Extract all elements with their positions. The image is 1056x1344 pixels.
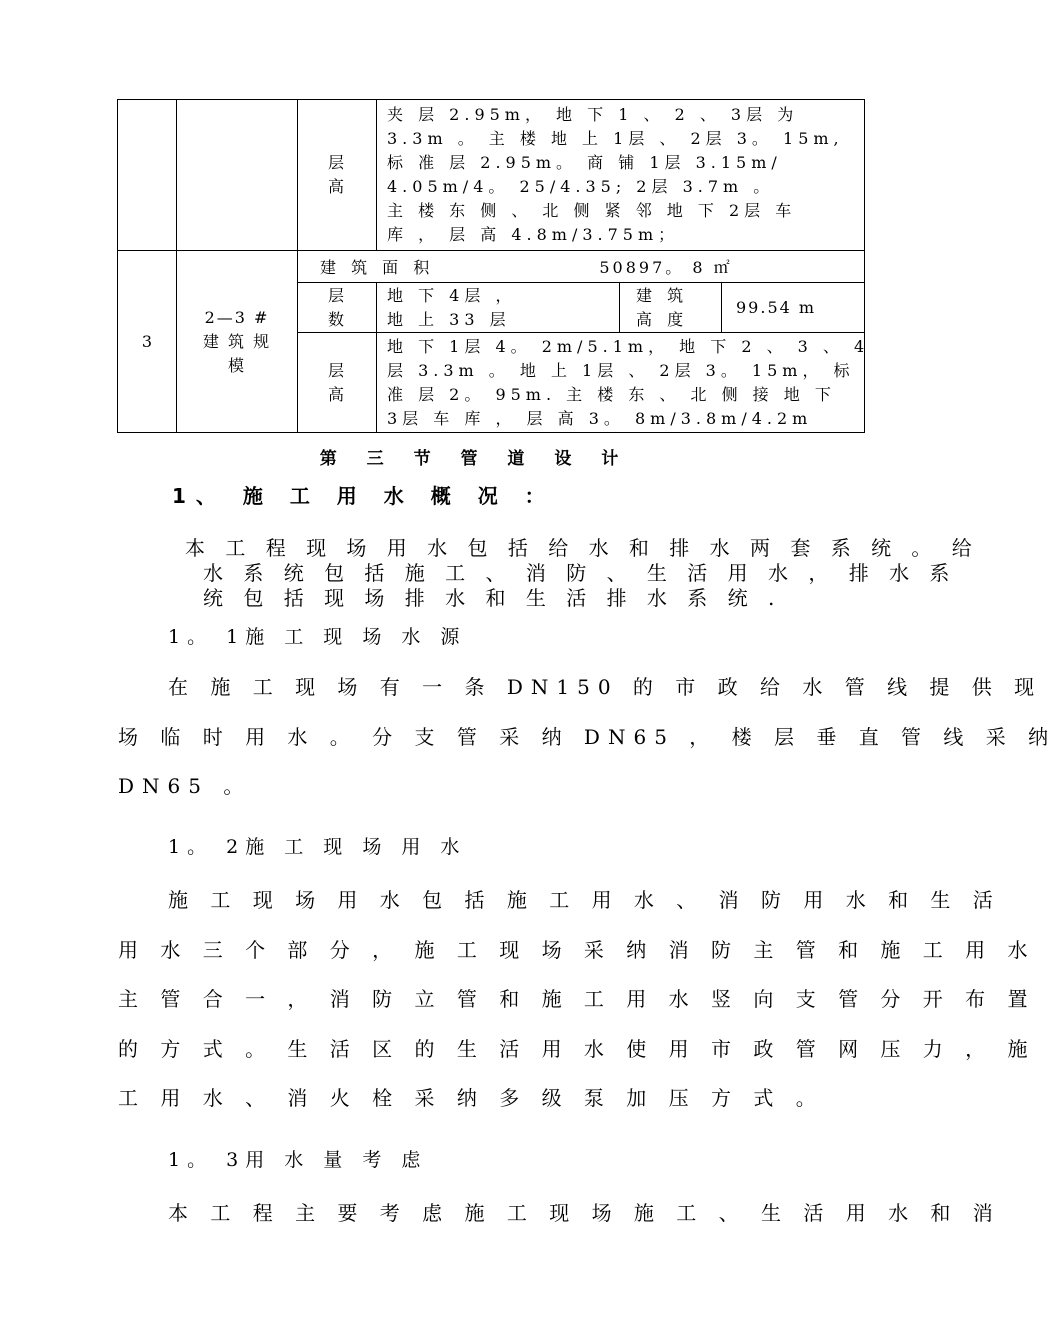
paragraph-water-demand: 本 工 程 主 要 考 虑 施 工 现 场 施 工 、 生 活 用 水 和 消 [168,1201,1001,1225]
subheading-water-source: 1。 1施 工 现 场 水 源 [168,626,467,648]
row-index: 3 [118,251,177,433]
building-height-label: 建 筑 高 度 [620,283,722,333]
section-title: 第 三 节 管 道 设 计 [319,449,631,469]
heading-water-overview: 1、 施 工 用 水 概 况 ： [172,484,555,508]
floors-label: 层 数 [298,283,377,333]
paragraph-site-water: 施 工 现 场 用 水 包 括 施 工 用 水 、 消 防 用 水 和 生 活 用 水 三 个 部 分 ， 施 工 现 场 采 纳 消 防 主 管 和 施 工 用 水 主 管 合 一 ， 消 防 立 管 和 施 工 用 水 竖 向 支 管 分 开 布 置 的 方 式 。 生 活 区 的 生 活 用 水 使 用 市 政 管 网 压 力 ， 施 工 用 水 、 消 火 栓 采 纳 多 级 泵 加 压 方 式 。 [118,888,1036,1110]
building-area-cell [298,251,865,283]
intro-paragraph: 本 工 程 现 场 用 水 包 括 给 水 和 排 水 两 套 系 统 。 给 水 系 统 包 括 施 工 、 消 防 、 生 活 用 水 ， 排 水 系 统 包 括 现 场 排 水 和 生 活 排 水 系 统 . [185,536,979,610]
storey-height-detail-2: 地 下 1层 4。 2m/5.1m， 地 下 2 、 3 、 4 层 3.3m 。 地 上 1层 、 2层 3。 15m， 标 准 层 2。 95m. 主 楼 东 、 北 侧 接 地 下 3层 车 库 ， 层 高 3。 8m/3.8m/4.2m [377,333,865,433]
building-height-value: 99.54 m [722,283,865,333]
building-area-value: 50897。 8 ㎡ [599,258,733,277]
table-row [118,251,865,283]
category-cell: 2—3 # 建 筑 规 模 [177,251,298,433]
table-cell-empty [118,100,177,251]
storey-height-label: 层 高 [298,100,377,251]
building-area-label: 建 筑 面 积 [320,258,435,277]
storey-height-label-2: 层 高 [298,333,377,433]
table-row [118,100,865,251]
paragraph-water-source: 在 施 工 现 场 有 一 条 DN150 的 市 政 给 水 管 线 提 供 现 场 临 时 用 水 。 分 支 管 采 纳 DN65 ， 楼 层 垂 直 管 线 采 纳 DN65 。 [118,675,1056,798]
subheading-water-demand: 1。 3用 水 量 考 虑 [168,1149,428,1171]
floors-value: 地 下 4层 ， 地 上 33 层 [377,283,620,333]
table-cell-empty [177,100,298,251]
building-info-table [117,99,870,433]
storey-height-detail: 夹 层 2.95m， 地 下 1 、 2 、 3层 为 3.3m 。 主 楼 地 上 1层 、 2层 3。 15m, 标 准 层 2.95m。 商 铺 1层 3.15m/ 4.05m/4。 25/4.35; 2层 3.7m 。 主 楼 东 侧 、 北 侧 紧 邻 地 下 2层 车 库 ， 层 高 4.8m/3.75m； [377,100,865,251]
subheading-site-water: 1。 2施 工 现 场 用 水 [168,836,467,858]
